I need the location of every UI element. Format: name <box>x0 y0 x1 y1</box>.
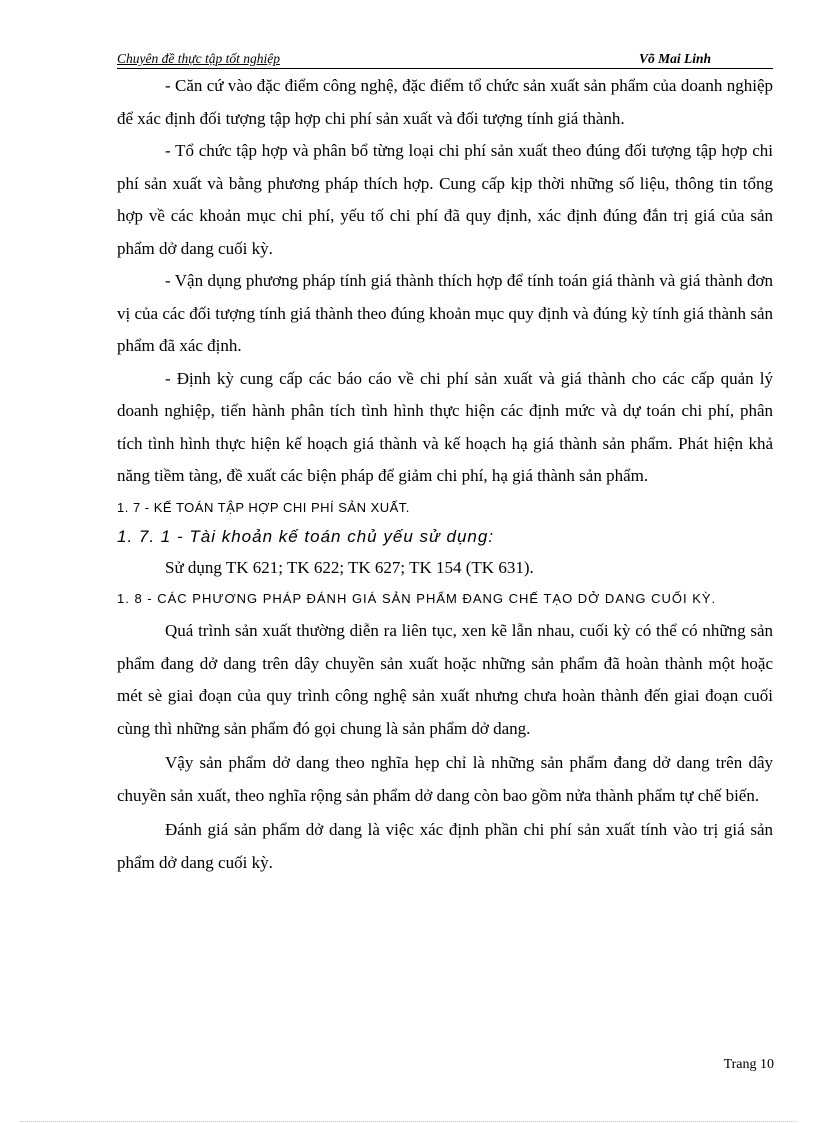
document-title: Chuyên đề thực tập tốt nghiệp <box>117 51 280 66</box>
section-heading-1-8: 1. 8 - CÁC PHƯƠNG PHÁP ĐÁNH GIÁ SẢN PHẨM ĐANG CHẾ TẠO DỞ DANG CUỐI KỲ. <box>117 591 717 606</box>
page-bottom-divider <box>20 1121 796 1122</box>
author-name: Võ Mai Linh <box>638 51 711 66</box>
page-body <box>117 70 773 879</box>
paragraph-7: Đánh giá sản phẩm dở dang là việc xác định phần chi phí sản xuất tính vào trị giá sản phẩm dở dang cuối kỳ. <box>117 820 773 872</box>
section-heading-1-7: 1. 7 - KẾ TOÁN TẬP HỢP CHI PHÍ SẢN XUẤT. <box>117 499 410 515</box>
paragraph-5: Quá trình sản xuất thường diễn ra liên tục, xen kẽ lẫn nhau, cuối kỳ có thể có những sản phẩm đang dở dang trên dây chuyền sản xuất hoặc những sản phẩm đã hoàn thành một hoặc mét sè giai đoạn của quy trình công nghệ sản xuất nhưng chưa hoàn thành đến giai đoạn cuối cùng thì những sản phẩm đó gọi chung là sản phẩm dở dang. <box>117 621 773 738</box>
paragraph-1: - Căn cứ vào đặc điểm công nghệ, đặc điểm tổ chức sản xuất sản phẩm của doanh nghiệp để xác định đối tượng tập hợp chi phí sản xuất và đối tượng tính giá thành. <box>117 76 773 128</box>
page-number: Trang 10 <box>723 1057 774 1072</box>
paragraph-6: Vậy sản phẩm dở dang theo nghĩa hẹp chỉ là những sản phẩm đang dở dang trên dây chuyền sản xuất, theo nghĩa rộng sản phẩm dở dang còn bao gồm nửa thành phẩm tự chế biến. <box>117 753 773 805</box>
page-header <box>117 48 773 69</box>
paragraph-accounts: Sử dụng TK 621; TK 622; TK 627; TK 154 (TK 631). <box>165 557 534 577</box>
paragraph-3: - Vận dụng phương pháp tính giá thành thích hợp để tính toán giá thành và giá thành đơn vị của các đối tượng tính giá thành theo đúng khoản mục quy định và đúng kỳ tính giá thành sản phẩm đã xác định. <box>117 271 773 355</box>
paragraph-2: - Tổ chức tập hợp và phân bổ từng loại chi phí sản xuất theo đúng đối tượng tập hợp chi phí sản xuất và bằng phương pháp thích hợp. Cung cấp kịp thời những số liệu, thông tin tổng hợp về các khoản mục chi phí, yếu tố chi phí đã quy định, xác định đúng đắn trị giá của sản phẩm dở dang cuối kỳ. <box>117 141 773 258</box>
paragraph-4: - Định kỳ cung cấp các báo cáo về chi phí sản xuất và giá thành cho các cấp quản lý doanh nghiệp, tiến hành phân tích tình hình thực hiện các định mức và dự toán chi phí, phân tích tình hình thực hiện kế hoạch giá thành và kế hoạch hạ giá thành sản phẩm. Phát hiện khả năng tiềm tàng, đề xuất các biện pháp để giảm chi phí, hạ giá thành sản phẩm. <box>117 368 773 485</box>
subsection-heading-1-7-1: 1. 7. 1 - Tài khoản kế toán chủ yếu sử dụng: <box>117 526 495 546</box>
